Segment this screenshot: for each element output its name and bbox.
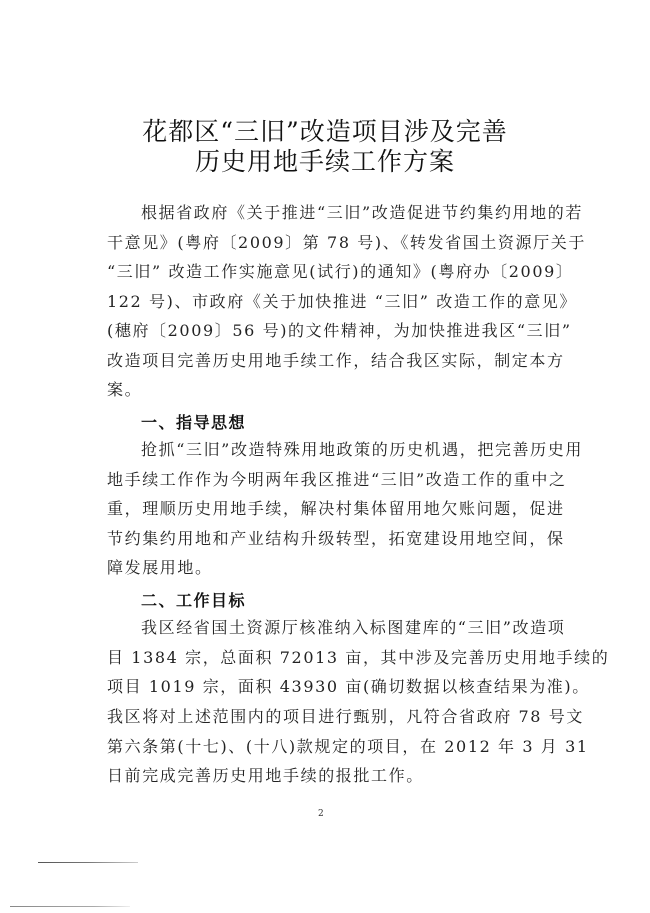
document-title-line-1: 花都区“三旧”改造项目涉及完善 (142, 117, 508, 146)
section-heading-guiding-ideology: 一、指导思想 (141, 413, 247, 432)
paragraph-line: 项目 1019 宗，面积 43930 亩(确切数据以核查结果为准)。 (107, 677, 590, 696)
paragraph-line: 日前完成完善历史用地手续的报批工作。 (107, 766, 424, 785)
document-title-line-2: 历史用地手续工作方案 (194, 147, 455, 176)
paragraph-line: 122 号)、市政府《关于加快推进 “三旧” 改造工作的意见》 (107, 292, 577, 311)
page-number: 2 (318, 809, 324, 819)
paragraph-line: 障发展用地。 (107, 558, 213, 577)
paragraph-line: 案。 (107, 380, 143, 399)
paragraph-line: 第六条第(十七)、(十八)款规定的项目，在 2012 年 3 月 31 (107, 737, 589, 756)
paragraph-line: “三旧” 改造工作实施意见(试行)的通知》(粤府办〔2009〕 (107, 262, 574, 281)
paragraph-line: 根据省政府《关于推进“三旧”改造促进节约集约用地的若 (141, 203, 583, 222)
paragraph-line: 目 1384 宗，总面积 72013 亩，其中涉及完善历史用地手续的 (107, 648, 610, 667)
paragraph-line: 地手续工作作为今明两年我区推进“三旧”改造工作的重中之 (107, 470, 567, 489)
paragraph-line: 我区经省国土资源厅核准纳入标图建库的“三旧”改造项 (141, 618, 566, 637)
paragraph-line: 干意见》(粤府〔2009〕第 78 号)、《转发省国土资源厅关于 (107, 233, 586, 252)
paragraph-line: (穗府〔2009〕56 号)的文件精神，为加快推进我区“三旧” (107, 321, 572, 340)
paragraph-line: 抢抓“三旧”改造特殊用地政策的历史机遇，把完善历史用 (141, 440, 583, 459)
scan-artifact-line (10, 906, 130, 907)
paragraph-line: 节约集约用地和产业结构升级转型，拓宽建设用地空间，保 (107, 529, 565, 548)
scan-artifact-line (38, 862, 138, 863)
paragraph-line: 改造项目完善历史用地手续工作，结合我区实际，制定本方 (107, 351, 565, 370)
paragraph-line: 我区将对上述范围内的项目进行甄别，凡符合省政府 78 号文 (107, 707, 584, 726)
section-heading-work-goals: 二、工作目标 (141, 591, 247, 610)
paragraph-line: 重，理顺历史用地手续，解决村集体留用地欠账问题，促进 (107, 499, 565, 518)
